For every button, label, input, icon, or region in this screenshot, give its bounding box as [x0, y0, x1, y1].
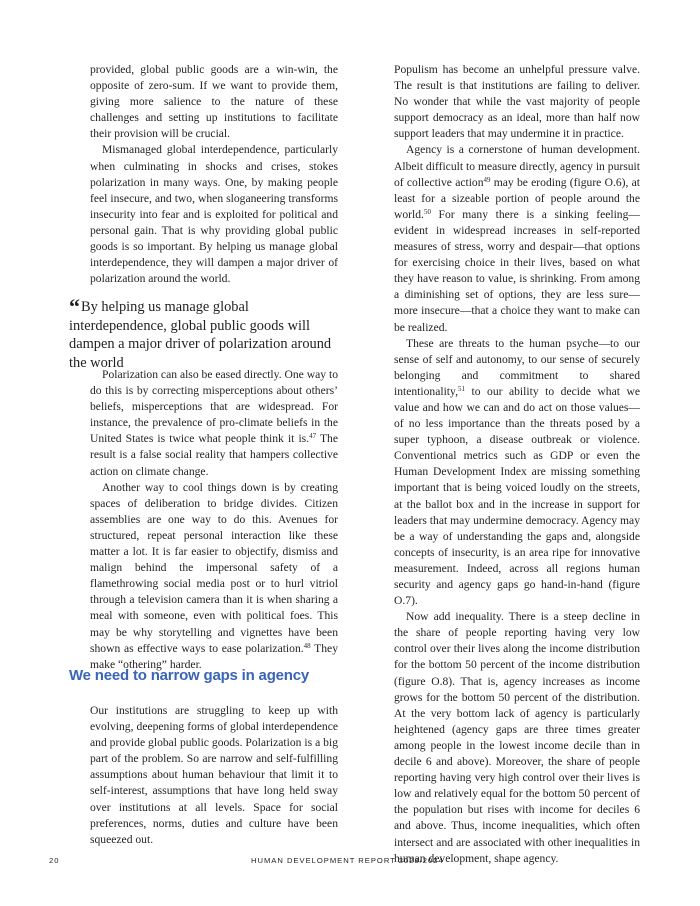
- footnote-ref[interactable]: 49: [483, 175, 491, 184]
- footnote-ref[interactable]: 50: [423, 207, 431, 216]
- right-column: [394, 62, 640, 867]
- paragraph-threats: These are threats to the human psyche—to our sense of self and autonomy, to our sense of securely belonging and commitment to shared intentionality,$^{51}$ to our ability to decide what we value and how we can and do act on those values—of no less importance than the threats posed by a super typhoon, a disease outbreak or violence. Conventional metrics such as GDP or even the Human Development Index are missing something important that is being voiced loudly on the streets, at the ballot box and in the increase in support for leaders that may undermine democracy. Agency may be a way of understanding the gaps and, alongside concepts of insecurity, is an area ripe for innovative measurement. Indeed, across all regions human security and agency gaps go hand-in-hand (figure O.7).: [394, 336, 640, 608]
- paragraph-agency: Agency is a cornerstone of human development. Albeit difficult to measure directly, agency in pursuit of collective action$^{49}$ may be eroding (figure O.6), at least for a sizeable portion of people around the world.$^{50}$ For many there is a sinking feeling—evident in widespread increases in self-reported measures of stress, worry and despair—that options for exercising choice in their lives, based on what they have reason to value, is shrinking. From among a diminishing set of options, they are less sure—more insecure—that a choice they want to make can be realized.: [394, 143, 640, 334]
- paragraph-misperceptions: Polarization can also be eased directly. One way to do this is by correcting misperceptions about others’ beliefs, misperceptions that are widespread. For instance, the prevalence of pro-climate beliefs in the United States is twice what people think it is.$^{47}$ The result is a false social reality that hampers collective action on climate change.: [90, 368, 338, 478]
- paragraph-deliberation: Another way to cool things down is by creating spaces of deliberation to bridge divides. Citizen assemblies are one way to do this. Avenues for structured, repeat personal interaction like these matter a lot. It is far easier to objectify, dismiss and malign behind the impersonal safety of a flamethrowing social media post or to hurl vitriol through a television camera than it is when sharing a meal with someone, even with political foes. This may be why storytelling and vignettes have been shown as effective ways to ease polarization.$^{48}$ They make “othering” harder.: [90, 480, 338, 671]
- paragraph-institutions: Our institutions are struggling to keep up with evolving, deepening forms of global interdependence and provide global public goods. Polarization is a big part of the problem. So are narrow and self-fulfilling assumptions about human behaviour that limit it to self-interest, assumptions that have long held sway over institutions at all levels. Space for social preferences, norms, duties and culture have been squeezed out.: [90, 704, 338, 846]
- page-number: 20: [49, 856, 60, 865]
- paragraph-populism: Populism has become an unhelpful pressure valve. The result is that institutions are failing to deliver. No wonder that while the vast majority of people support democracy as an ideal, more than half now support leaders that may undermine it in practice.: [394, 63, 640, 141]
- left-column-block-3: [90, 703, 338, 848]
- left-column-block-2: [90, 367, 338, 673]
- section-heading: We need to narrow gaps in agency: [69, 667, 310, 684]
- paragraph-public-goods: provided, global public goods are a win-win, the opposite of zero-sum. If we want to provide them, giving more salience to the nature of these challenges and setting up institutions to facilitate their provision will be crucial.: [90, 63, 338, 141]
- quote-mark-icon: “: [69, 294, 80, 319]
- paragraph-mismanaged-interdependence: Mismanaged global interdependence, particularly when culminating in shocks and crises, stokes polarization in many ways. One, by making people feel insecure, and two, when sloganeering transforms insecurity into fear and is exploited for political and personal gain. That is why providing global public goods is so important. By helping us manage global interdependence, they will dampen a major driver of polarization around the world.: [90, 143, 338, 286]
- footnote-ref[interactable]: 47: [309, 432, 317, 441]
- paragraph-inequality: Now add inequality. There is a steep decline in the share of people reporting having very low control over their lives along the income distribution for the bottom 50 percent of the income distribution (figure O.8). That is, agency increases as income grows for the bottom 50 percent of the distribution. At the very bottom lack of agency is particularly heightened (agency gaps are three times greater among people in the lowest income decile than in decile 6 and above). Moreover, the share of people reporting having very high control over their lives is low and relatively equal for the bottom 50 percent of the population but rises with income for deciles 6 and above. Thus, income inequalities, which often intersect and are associated with other inequalities in human development, shape agency.: [394, 610, 640, 865]
- running-title: HUMAN DEVELOPMENT REPORT 2023/2024: [251, 856, 444, 865]
- left-column-block-1: [90, 62, 338, 287]
- footnote-ref[interactable]: 48: [303, 641, 311, 650]
- pull-quote-text: By helping us manage global interdependence, global public goods will dampen a major driver of polarization around the world: [69, 299, 332, 371]
- footnote-ref[interactable]: 51: [457, 384, 465, 393]
- pull-quote: [69, 294, 349, 372]
